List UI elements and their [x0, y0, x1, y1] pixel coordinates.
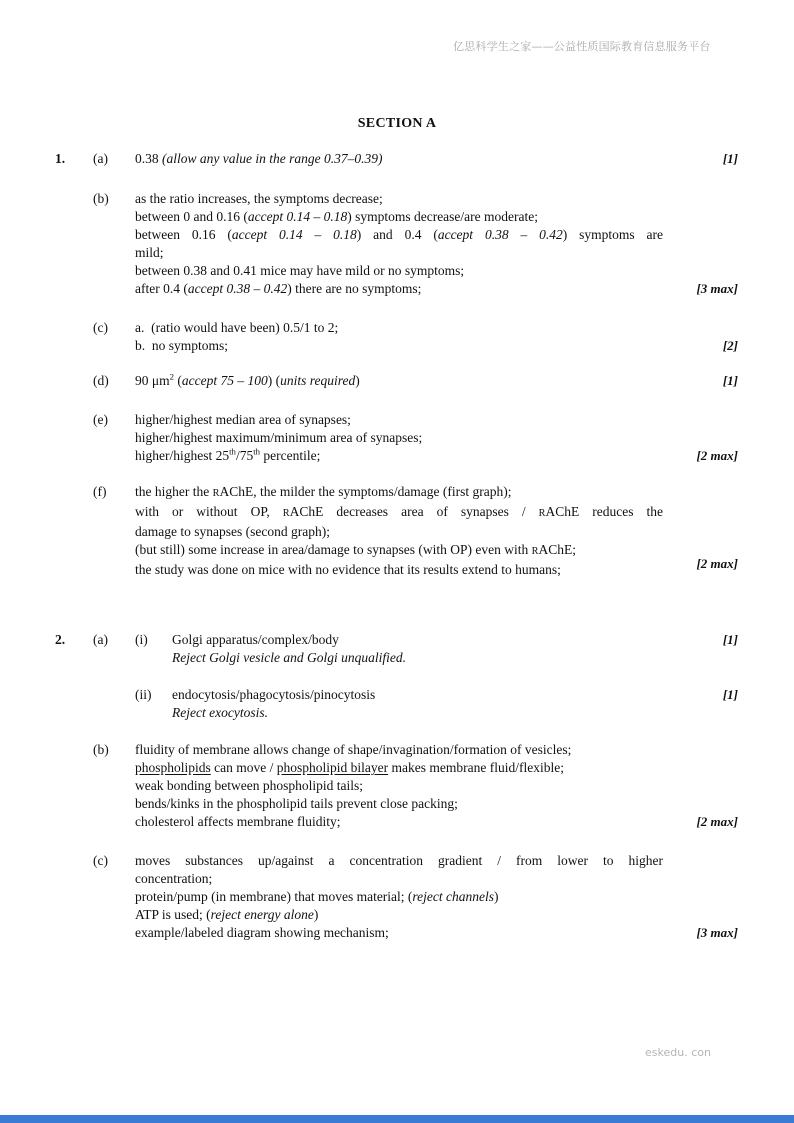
- text-run: Golgi apparatus/complex/body: [172, 632, 339, 647]
- answer-lines: [135, 372, 663, 390]
- answer-line: [135, 503, 663, 523]
- question-part: [0, 190, 794, 298]
- mark-badge: [3 max]: [696, 925, 738, 940]
- answer-line: [135, 244, 663, 262]
- text-run: endocytosis/phagocytosis/pinocytosis: [172, 687, 376, 702]
- part-label: (c): [93, 320, 108, 335]
- answer-line: [135, 319, 663, 337]
- answer-lines: [135, 190, 663, 298]
- text-run-sc: R: [531, 546, 539, 557]
- text-run-sup: th: [229, 446, 236, 457]
- text-run: between 0.16 (: [135, 227, 232, 242]
- bottom-bar: [0, 1115, 794, 1123]
- text-run: AChE;: [538, 542, 577, 557]
- part-label: (f): [93, 484, 107, 499]
- answer-line: [172, 686, 663, 704]
- part-label: (c): [93, 853, 108, 868]
- text-run-i: (allow any value in the range 0.37–0.39): [162, 151, 383, 166]
- text-run: weak bonding between phospholipid tails;: [135, 778, 363, 793]
- text-run: fluidity of membrane allows change of shape/invagination/formation of vesicles;: [135, 742, 572, 757]
- part-label: (e): [93, 412, 108, 427]
- answer-lines: [135, 319, 663, 355]
- text-run: ) there are no symptoms;: [287, 281, 422, 296]
- answer-line: [135, 777, 663, 795]
- answer-line: [172, 704, 663, 722]
- text-run: /75: [235, 448, 254, 463]
- answer-line: [135, 208, 663, 226]
- text-run: b. no symptoms;: [135, 338, 229, 353]
- answer-line: [135, 337, 663, 355]
- mark-badge: [2]: [722, 338, 738, 353]
- question-part: [0, 741, 794, 831]
- question-part: [0, 483, 794, 579]
- text-run-i: accept 0.14 – 0.18: [247, 209, 348, 224]
- mark-badge: [1]: [722, 373, 738, 388]
- part-label: (b): [93, 191, 109, 206]
- text-run: example/labeled diagram showing mechanism;: [135, 925, 389, 940]
- text-run: concentration;: [135, 871, 213, 886]
- text-run: after 0.4 (: [135, 281, 188, 296]
- answer-line: [135, 870, 663, 888]
- text-run: mild;: [135, 245, 164, 260]
- text-run: can move /: [210, 760, 277, 775]
- answer-line: [135, 541, 663, 561]
- question-part: [0, 631, 794, 667]
- text-run-sup: 2: [169, 371, 175, 382]
- answer-line: [135, 795, 663, 813]
- text-run: ): [355, 373, 360, 388]
- text-run: bends/kinks in the phospholipid tails prevent close packing;: [135, 796, 458, 811]
- answer-line: [135, 852, 663, 870]
- text-run: as the ratio increases, the symptoms decrease;: [135, 191, 383, 206]
- sub-part-label: (i): [135, 632, 148, 647]
- text-run: ) symptoms are: [562, 227, 663, 242]
- answer-lines: [135, 852, 663, 942]
- answer-line: [135, 813, 663, 831]
- part-label: (a): [93, 151, 108, 166]
- question-part: [0, 372, 794, 390]
- answer-line: [135, 372, 663, 390]
- answer-line: [135, 523, 663, 541]
- answer-lines: [135, 741, 663, 831]
- text-run-i: accept 0.38 – 0.42: [187, 281, 288, 296]
- mark-badge: [2 max]: [696, 448, 738, 463]
- answer-line: [135, 429, 663, 447]
- question-part: [0, 852, 794, 942]
- answer-line: [135, 190, 663, 208]
- mark-badge: [2 max]: [696, 556, 738, 571]
- answer-lines: [172, 631, 663, 667]
- answer-line: [135, 411, 663, 429]
- text-run: between 0.38 and 0.41 mice may have mild or no symptoms;: [135, 263, 465, 278]
- answer-line: [135, 924, 663, 942]
- answer-line: [135, 226, 663, 244]
- answer-line: [135, 447, 663, 465]
- text-run-sup: th: [253, 446, 261, 457]
- text-run-i: accept 75 – 100: [181, 373, 268, 388]
- answer-line: [135, 741, 663, 759]
- text-run: makes membrane fluid/flexible;: [388, 760, 564, 775]
- text-run-i: units required: [280, 373, 356, 388]
- text-run-i: accept 0.14 – 0.18: [231, 227, 357, 242]
- text-run-i: Reject exocytosis.: [172, 705, 268, 720]
- answer-lines: [135, 411, 663, 465]
- mark-badge: [1]: [722, 687, 738, 702]
- answer-line: [135, 888, 663, 906]
- text-run: ) (: [267, 373, 281, 388]
- text-run-i: accept 0.38 – 0.42: [437, 227, 563, 242]
- text-run: between 0 and 0.16 (: [135, 209, 248, 224]
- text-run: ): [313, 907, 319, 922]
- site-banner: 亿思科学生之家——公益性质国际教育信息服务平台: [453, 40, 711, 53]
- answer-line: [172, 649, 663, 667]
- text-run-u: phospholipid bilayer: [276, 760, 389, 775]
- text-run-u: phospholipids: [135, 760, 211, 775]
- section-title: SECTION A: [357, 116, 437, 131]
- text-run: (but still) some increase in area/damage to synapses (with OP) even with: [135, 542, 532, 557]
- text-run: 0.38: [135, 151, 162, 166]
- text-run: protein/pump (in membrane) that moves material; (: [135, 889, 413, 904]
- text-run: AChE decreases area of synapses /: [289, 504, 539, 519]
- answer-lines: [135, 483, 663, 579]
- question-number: 2.: [55, 632, 66, 647]
- part-label: (b): [93, 742, 109, 757]
- answer-line: [135, 280, 663, 298]
- question-part: [0, 319, 794, 355]
- text-run: ) and 0.4 (: [356, 227, 438, 242]
- answer-line: [135, 759, 663, 777]
- text-run: a. (ratio would have been) 0.5/1 to 2;: [135, 320, 339, 335]
- text-run: damage to synapses (second graph);: [135, 524, 330, 539]
- answer-line: [172, 631, 663, 649]
- text-run: AChE, the milder the symptoms/damage (first graph);: [219, 484, 512, 499]
- question-number: 1.: [55, 151, 66, 166]
- answer-lines: [135, 150, 663, 168]
- question-part: [0, 686, 794, 722]
- text-run-i: reject channels: [412, 889, 495, 904]
- answer-line: [135, 150, 663, 168]
- text-run: the study was done on mice with no evidence that its results extend to humans;: [135, 562, 561, 577]
- answer-line: [135, 483, 663, 503]
- text-run: ) symptoms decrease/are moderate;: [347, 209, 538, 224]
- answer-line: [135, 906, 663, 924]
- mark-badge: [3 max]: [696, 281, 738, 296]
- text-run: AChE reduces the: [545, 504, 663, 519]
- sub-part-label: (ii): [135, 687, 152, 702]
- footer-watermark: eskedu. con: [645, 1046, 711, 1059]
- text-run-sc: R: [538, 508, 546, 519]
- text-run: with or without OP,: [135, 504, 283, 519]
- answer-line: [135, 561, 663, 579]
- text-run: (: [174, 373, 182, 388]
- part-label: (a): [93, 632, 108, 647]
- answer-lines: [172, 686, 663, 722]
- text-run: higher/highest median area of synapses;: [135, 412, 351, 427]
- text-run-i: Reject Golgi vesicle and Golgi unqualified.: [172, 650, 406, 665]
- mark-badge: [2 max]: [696, 814, 738, 829]
- text-run: moves substances up/against a concentration gradient / from lower to higher: [135, 853, 663, 868]
- text-run: ATP is used; (: [135, 907, 211, 922]
- text-run: ): [494, 889, 499, 904]
- text-run-sc: R: [282, 508, 290, 519]
- text-run: 90 μm: [135, 373, 170, 388]
- mark-badge: [1]: [722, 151, 738, 166]
- text-run-sc: R: [212, 488, 220, 499]
- text-run: percentile;: [260, 448, 321, 463]
- part-label: (d): [93, 373, 109, 388]
- text-run-i: reject energy alone: [210, 907, 314, 922]
- text-run: higher/highest maximum/minimum area of synapses;: [135, 430, 423, 445]
- question-part: [0, 150, 794, 168]
- text-run: higher/highest 25: [135, 448, 230, 463]
- answer-line: [135, 262, 663, 280]
- text-run: the higher the: [135, 484, 213, 499]
- mark-badge: [1]: [722, 632, 738, 647]
- question-part: [0, 411, 794, 465]
- text-run: cholesterol affects membrane fluidity;: [135, 814, 341, 829]
